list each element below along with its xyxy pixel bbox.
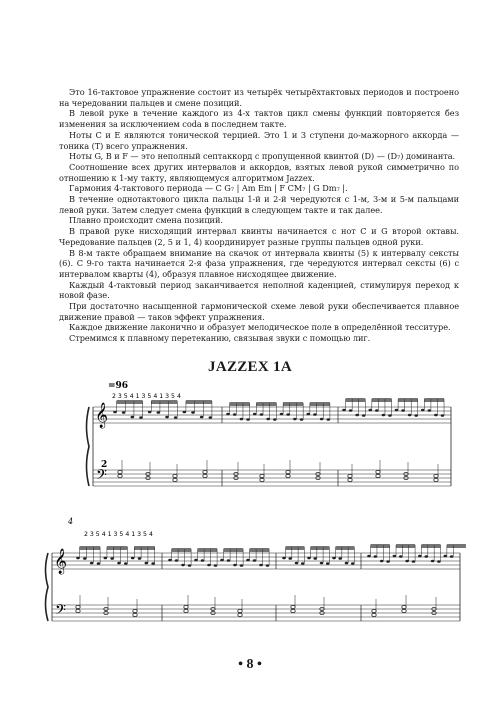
fingering: 2 3 5 4 1 3 5 4 1 3 5 4: [84, 531, 153, 538]
note-head: [395, 409, 399, 412]
note-head: [282, 557, 286, 560]
note-head: [110, 557, 114, 560]
measure-number: 2: [101, 460, 108, 470]
note-head: [118, 470, 122, 473]
note-head: [286, 413, 290, 416]
note-head: [351, 562, 355, 565]
note-head: [253, 413, 257, 416]
note-head: [441, 414, 445, 417]
note-head: [368, 409, 372, 412]
note-head: [367, 555, 371, 558]
note-head: [200, 416, 204, 419]
fingering: 2 3 5 4 1 3 5 4 1 3 5 4: [112, 393, 181, 400]
note-head: [388, 414, 392, 417]
note-head: [408, 414, 412, 417]
note-head: [238, 613, 242, 616]
note-head: [431, 560, 435, 563]
note-head: [288, 557, 292, 560]
note-head: [286, 470, 290, 473]
note-head: [233, 413, 237, 416]
note-head: [183, 411, 187, 414]
note-head: [214, 564, 218, 567]
paragraph: Ноты G, B и F — это неполный септаккорд с пропущенной квинтой (D) — (D₇) доминанта.: [69, 151, 456, 162]
note-head: [291, 609, 295, 612]
note-head: [201, 559, 205, 562]
paragraph: Стремимся к плавному перетеканию, связывая звуки с помощью лиг.: [69, 333, 371, 344]
note-head: [345, 562, 349, 565]
note-head: [412, 560, 416, 563]
note-head: [151, 562, 155, 565]
note-head: [117, 562, 121, 565]
note-head: [348, 474, 352, 477]
note-head: [338, 557, 342, 560]
note-head: [104, 557, 108, 560]
note-head: [203, 470, 207, 473]
note-head: [434, 478, 438, 481]
note-head: [174, 416, 178, 419]
note-head: [450, 555, 454, 558]
note-head: [203, 474, 207, 477]
note-head: [122, 411, 126, 414]
note-head: [300, 418, 304, 421]
note-head: [165, 416, 169, 419]
paragraph: В правой руке нисходящий интервал квинты начинается с нот С и G второй октавы. Чередование пальцев (2, 5 и 1, 4) координирует разные группы пальцев одной руки.: [59, 226, 459, 247]
note-head: [362, 414, 366, 417]
note-head: [401, 409, 405, 412]
note-head: [376, 470, 380, 473]
treble-clef-icon: 𝄞: [95, 403, 109, 428]
notation-marks: [76, 399, 466, 617]
note-head: [273, 418, 277, 421]
note-head: [382, 414, 386, 417]
brace: [46, 553, 49, 621]
note-head: [399, 555, 403, 558]
note-head: [220, 559, 224, 562]
note-head: [97, 562, 101, 565]
note-head: [295, 562, 299, 565]
note-head: [246, 559, 250, 562]
exercise-title: JAZZEX 1A: [208, 359, 292, 375]
note-head: [253, 559, 257, 562]
note-head: [348, 478, 352, 481]
note-head: [173, 478, 177, 481]
note-head: [148, 411, 152, 414]
note-head: [233, 564, 237, 567]
note-head: [184, 609, 188, 612]
note-head: [131, 557, 135, 560]
system-1-staves: [87, 402, 452, 487]
note-head: [260, 474, 264, 477]
note-head: [168, 559, 172, 562]
note-head: [139, 416, 143, 419]
note-head: [421, 409, 425, 412]
note-head: [393, 555, 397, 558]
note-head: [133, 609, 137, 612]
note-head: [188, 564, 192, 567]
note-head: [173, 474, 177, 477]
paragraph: Плавно происходит смена позиций.: [69, 215, 223, 226]
note-head: [260, 478, 264, 481]
paragraph: В левой руке в течение каждого из 4-х тактов цикл смены функций повторяется без изменения за исключением coda в последнем такте.: [59, 108, 459, 130]
note-head: [138, 557, 142, 560]
note-head: [380, 560, 384, 563]
note-head: [238, 609, 242, 612]
note-head: [83, 557, 87, 560]
note-head: [260, 413, 264, 416]
note-head: [227, 559, 231, 562]
note-head: [428, 409, 432, 412]
paragraph: Соотношение всех других интервалов и аккордов, взятых левой рукой симметрично по отношению к 1-му такту, являющемуся алгоритмом Jazzex.: [59, 161, 459, 183]
bass-clef-icon: 𝄢: [55, 602, 66, 622]
note-head: [437, 560, 441, 563]
paragraph: При достаточно насыщенной гармонической схеме левой руки обеспечивается плавное движение правой — таков эффект упражнения.: [59, 301, 459, 322]
note-head: [306, 413, 310, 416]
measure-number: 4: [68, 517, 74, 526]
paragraph: Ноты С и Е являются тонической терцией. Это 1 и 3 ступени до-мажорного аккорда — тоника (Т) всего упражнения.: [59, 129, 459, 151]
note-head: [418, 555, 422, 558]
note-head: [307, 557, 311, 560]
note-head: [414, 414, 418, 417]
note-head: [301, 562, 305, 565]
note-head: [349, 409, 353, 412]
note-head: [259, 564, 263, 567]
note-head: [372, 613, 376, 616]
note-head: [320, 562, 324, 565]
note-head: [145, 562, 149, 565]
note-head: [291, 605, 295, 608]
note-head: [386, 560, 390, 563]
note-head: [402, 605, 406, 608]
note-head: [374, 555, 378, 558]
note-head: [118, 474, 122, 477]
note-head: [90, 562, 94, 565]
note-head: [280, 413, 284, 416]
note-head: [326, 562, 330, 565]
note-head: [434, 414, 438, 417]
note-head: [424, 555, 428, 558]
note-head: [226, 413, 230, 416]
paragraph: Гармония 4-тактового периода — C G₇ | Am Em | F CM₇ | G Dm₇ |.: [69, 183, 348, 194]
note-head: [207, 564, 211, 567]
treble-clef-icon: 𝄞: [54, 549, 68, 574]
note-head: [209, 416, 213, 419]
note-head: [181, 564, 185, 567]
note-head: [157, 411, 161, 414]
note-head: [184, 605, 188, 608]
paragraph: Это 16-тактовое упражнение состоит из четырёх четырёхтактовых периодов и построено на чередовании пальцев и смене позиций.: [59, 87, 459, 108]
note-head: [405, 560, 409, 563]
note-head: [402, 609, 406, 612]
note-head: [320, 418, 324, 421]
note-head: [434, 474, 438, 477]
note-head: [113, 411, 117, 414]
note-head: [240, 418, 244, 421]
note-head: [355, 414, 359, 417]
page-number: • 8 •: [238, 657, 262, 672]
note-head: [443, 555, 447, 558]
note-head: [124, 562, 128, 565]
note-head: [133, 613, 137, 616]
note-head: [293, 418, 297, 421]
brace: [87, 407, 90, 486]
note-head: [375, 409, 379, 412]
note-head: [76, 609, 80, 612]
paragraph: Каждое движение лаконично и образует мелодическое поле в определённой тесситуре.: [69, 322, 451, 333]
note-head: [332, 557, 336, 560]
note-head: [240, 564, 244, 567]
note-head: [266, 564, 270, 567]
note-head: [342, 409, 346, 412]
note-head: [313, 413, 317, 416]
system-2-staves: [46, 548, 461, 622]
paragraph: В 8-м такте обращаем внимание на скачок от интервала квинты (5) к интервалу сексты (6). С 9-го такта начинается 2-я фаза упражнения, где чередуются интервал сексты (6) с интервалом кварты (4), образуя плавное нисходящее движение.: [59, 247, 459, 279]
note-head: [372, 609, 376, 612]
note-head: [376, 474, 380, 477]
note-head: [266, 418, 270, 421]
bass-clef-icon: 𝄢: [96, 467, 107, 487]
note-head: [76, 557, 80, 560]
note-head: [313, 557, 317, 560]
note-head: [175, 559, 179, 562]
paragraph: Каждый 4-тактовый период заканчивается неполной каденцией, стимулируя переход к новой фазе.: [59, 279, 459, 301]
paragraph: В течение однотактового цикла пальцы 1-й и 2-й чередуются с 1-м, 3-м и 5-м пальцами левой руки. Затем следует смена функций в следующем такте и так далее.: [59, 194, 459, 215]
note-head: [76, 605, 80, 608]
note-head: [327, 418, 331, 421]
note-head: [286, 474, 290, 477]
note-head: [194, 559, 198, 562]
note-head: [191, 411, 195, 414]
note-head: [246, 418, 250, 421]
tempo-marking: =96: [108, 381, 129, 391]
note-head: [131, 416, 135, 419]
